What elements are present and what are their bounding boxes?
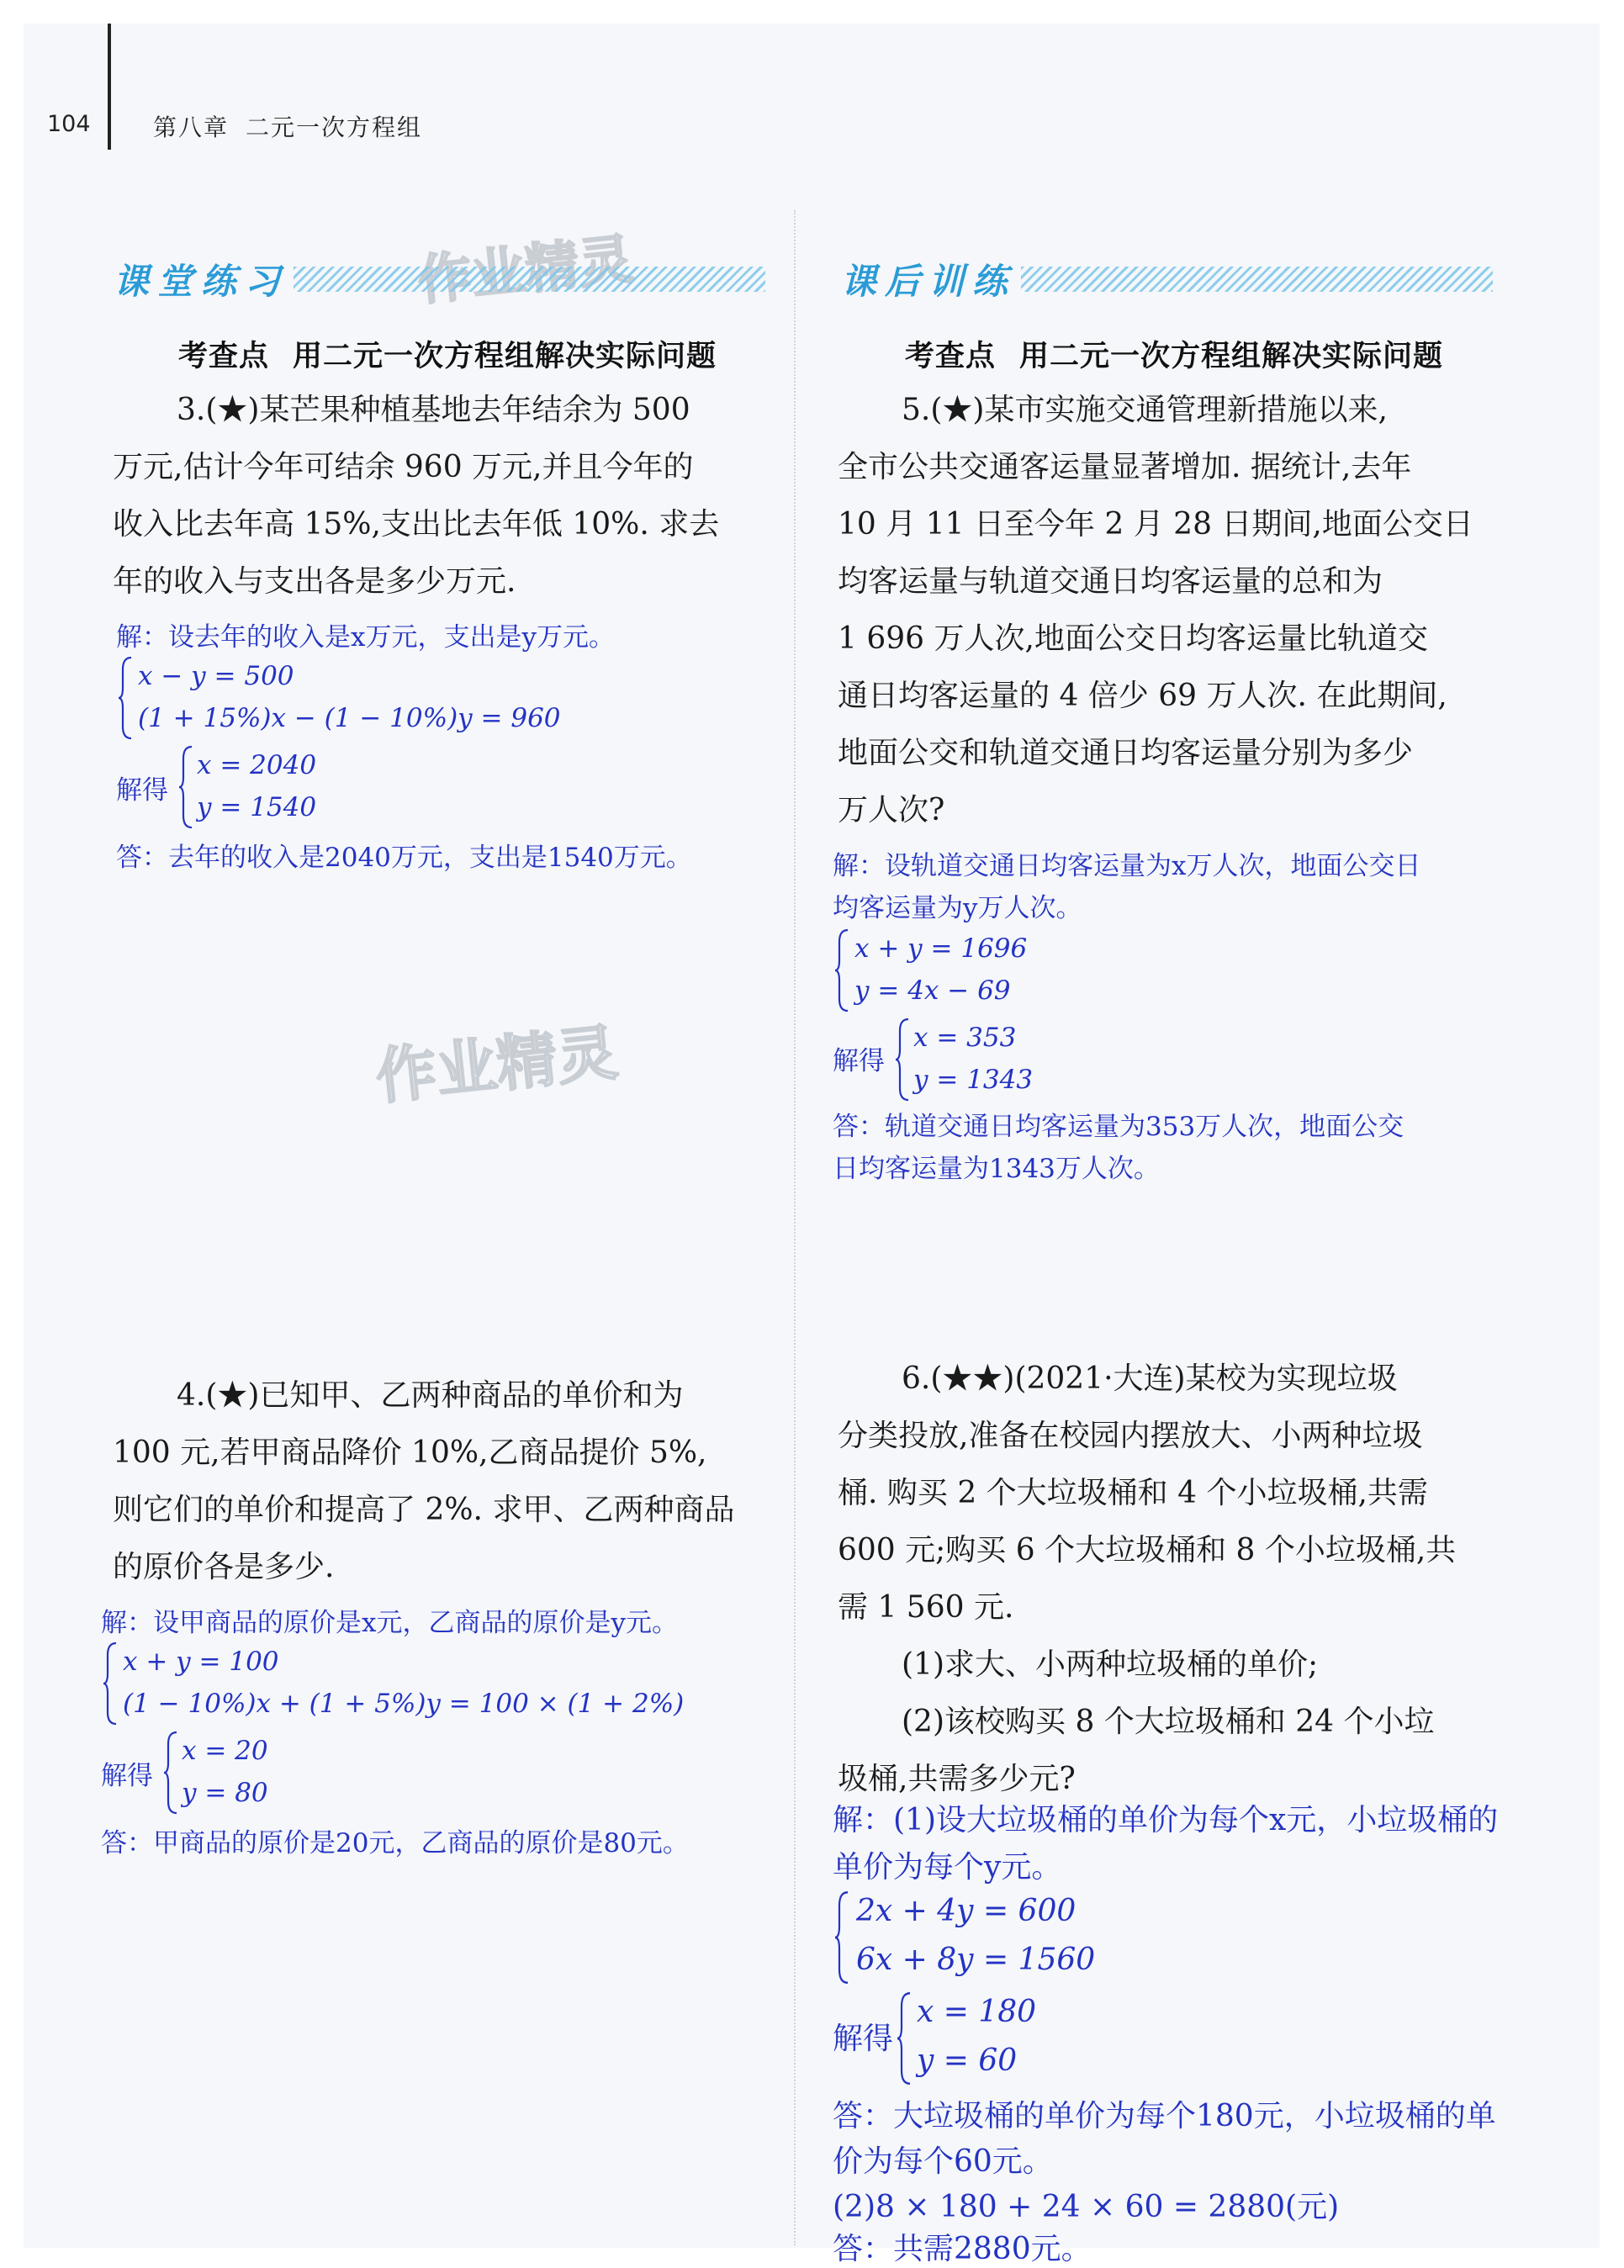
solution-system (897, 1991, 1149, 2086)
equation: (1 + 15%)x − (1 − 10%)y = 960 (138, 703, 561, 733)
column-divider (794, 210, 796, 2245)
left-section-label: 课堂练习 (114, 261, 289, 302)
solution-3 (116, 616, 772, 873)
question-line: 均客运量与轨道交通日均客运量的总和为 (838, 564, 1383, 599)
left-brace-icon (103, 1642, 118, 1726)
solution-intro: 单价为每个y元。 (833, 1850, 1062, 1885)
question-line: 需 1 560 元. (838, 1590, 1014, 1625)
equation: y = 1343 (913, 1065, 1034, 1095)
question-line: 全市公共交通客运量显著增加. 据统计,去年 (838, 450, 1412, 484)
watermark-middle: 作业精灵 (373, 1017, 622, 1113)
left-topic-heading (178, 333, 717, 375)
question-line: 桶. 购买 2 个大垃圾桶和 4 个小垃圾桶,共需 (838, 1476, 1428, 1510)
question-line: 万元,估计今年可结余 960 万元,并且今年的 (113, 450, 694, 484)
left-brace-icon (118, 656, 133, 740)
question-line: 则它们的单价和提高了 2%. 求甲、乙两种商品 (113, 1493, 735, 1527)
left-brace-icon (834, 1890, 849, 1985)
question-line: 6.(★★)(2021·大连)某校为实现垃圾 (902, 1361, 1398, 1396)
equation: x = 180 (917, 1995, 1037, 2029)
equation: y = 1540 (197, 792, 317, 822)
question-line: 100 元,若甲商品降价 10%,乙商品提价 5%, (113, 1435, 707, 1470)
solution-intro: 均客运量为y万人次。 (833, 893, 1082, 923)
solution-4 (101, 1601, 774, 1858)
solution-system (163, 1731, 415, 1815)
solve-label: 解得 (101, 1761, 153, 1791)
solve-label: 解得 (116, 775, 168, 806)
solution-intro: 解：设轨道交通日均客运量为x万人次，地面公交日 (833, 851, 1421, 881)
left-brace-icon (834, 928, 849, 1012)
solution-answer: 答：大垃圾桶的单价为每个180元，小垃圾桶的单 (833, 2099, 1496, 2133)
question-line: (1)求大、小两种垃圾桶的单价; (902, 1647, 1319, 1682)
equation: x − y = 500 (138, 661, 294, 691)
solution-answer: 答：轨道交通日均客运量为353万人次，地面公交 (833, 1112, 1404, 1142)
question-line: 圾桶,共需多少元? (838, 1762, 1076, 1796)
equation-system (834, 1890, 1255, 1985)
left-brace-icon (178, 745, 193, 829)
solution-system (178, 745, 431, 829)
topic-label: 考查点 (178, 340, 270, 373)
equation: (1 − 10%)x + (1 + 5%)y = 100 × (1 + 2%) (123, 1689, 685, 1719)
question-line: 5.(★)某市实施交通管理新措施以来, (902, 393, 1388, 427)
page-number: 104 (47, 111, 91, 137)
question-line: 的原价各是多少. (113, 1550, 335, 1584)
equation: x = 2040 (197, 750, 317, 780)
left-brace-icon (897, 1991, 912, 2086)
topic-text: 用二元一次方程组解决实际问题 (293, 340, 717, 373)
equation: x + y = 100 (123, 1647, 279, 1677)
topic-text: 用二元一次方程组解决实际问题 (1019, 340, 1444, 373)
equation-system (103, 1642, 742, 1726)
question-line: (2)该校购买 8 个大垃圾桶和 24 个小垃 (902, 1705, 1435, 1739)
chapter-number: 第八章 (153, 114, 230, 141)
header-rule (108, 24, 111, 150)
solution-intro: 解：设去年的收入是x万元，支出是y万元。 (116, 622, 615, 653)
solution-answer: 日均客运量为1343万人次。 (833, 1154, 1160, 1184)
question-line: 分类投放,准备在校园内摆放大、小两种垃圾 (838, 1419, 1423, 1453)
equation: x = 20 (182, 1736, 268, 1766)
solve-label: 解得 (833, 2022, 894, 2056)
equation: y = 60 (917, 2043, 1018, 2078)
right-section-title (841, 254, 1493, 304)
right-topic-heading (905, 333, 1443, 375)
left-brace-icon (895, 1018, 910, 1102)
solution-intro: 解：设甲商品的原价是x元，乙商品的原价是y元。 (101, 1608, 678, 1638)
solution-answer: 价为每个60元。 (833, 2144, 1053, 2179)
question-line: 4.(★)已知甲、乙两种商品的单价和为 (177, 1378, 684, 1413)
solution-5 (833, 844, 1590, 1197)
solution-6 (833, 1796, 1598, 2266)
chapter-title: 二元一次方程组 (246, 114, 423, 141)
question-line: 通日均客运量的 4 倍少 69 万人次. 在此期间, (838, 679, 1447, 713)
question-line: 年的收入与支出各是多少万元. (113, 564, 516, 599)
equation: y = 80 (182, 1778, 268, 1808)
question-line: 3.(★)某芒果种植基地去年结余为 500 (177, 393, 690, 427)
left-section-title (114, 254, 765, 304)
question-4 (113, 1367, 734, 1596)
question-5 (838, 382, 1473, 839)
question-line: 600 元;购买 6 个大垃圾桶和 8 个小垃圾桶,共 (838, 1533, 1457, 1568)
question-3 (113, 382, 719, 611)
equation: x = 353 (913, 1023, 1017, 1053)
equation-system (834, 928, 1255, 1012)
chapter-heading (153, 109, 422, 143)
equation: y = 4x − 69 (854, 975, 1011, 1006)
solution-intro: 解：(1)设大垃圾桶的单价为每个x元，小垃圾桶的 (833, 1803, 1499, 1837)
question-6 (838, 1351, 1456, 1808)
left-brace-icon (163, 1731, 178, 1815)
question-line: 地面公交和轨道交通日均客运量分别为多少 (838, 736, 1414, 770)
question-line: 10 月 11 日至今年 2 月 28 日期间,地面公交日 (838, 507, 1473, 542)
solve-label: 解得 (833, 1046, 885, 1076)
title-hatch-decoration (1021, 267, 1493, 292)
title-hatch-decoration (294, 267, 765, 292)
question-line: 万人次? (838, 793, 945, 827)
solution-answer: 答：共需2880元。 (833, 2232, 1092, 2266)
right-section-label: 课后训练 (841, 261, 1017, 302)
solution-system (895, 1018, 1147, 1102)
equation: x + y = 1696 (854, 933, 1028, 964)
equation: 2x + 4y = 600 (856, 1894, 1076, 1928)
equation: 6x + 8y = 1560 (856, 1943, 1096, 1977)
topic-label: 考查点 (905, 340, 997, 373)
question-line: 收入比去年高 15%,支出比去年低 10%. 求去 (113, 507, 720, 542)
solution-answer: 答：甲商品的原价是20元，乙商品的原价是80元。 (101, 1828, 689, 1858)
question-line: 1 696 万人次,地面公交日均客运量比轨道交 (838, 621, 1428, 656)
solution-part2: (2)8 × 180 + 24 × 60 = 2880(元) (833, 2190, 1340, 2224)
equation-system (118, 656, 622, 740)
solution-answer: 答：去年的收入是2040万元，支出是1540万元。 (116, 843, 692, 873)
